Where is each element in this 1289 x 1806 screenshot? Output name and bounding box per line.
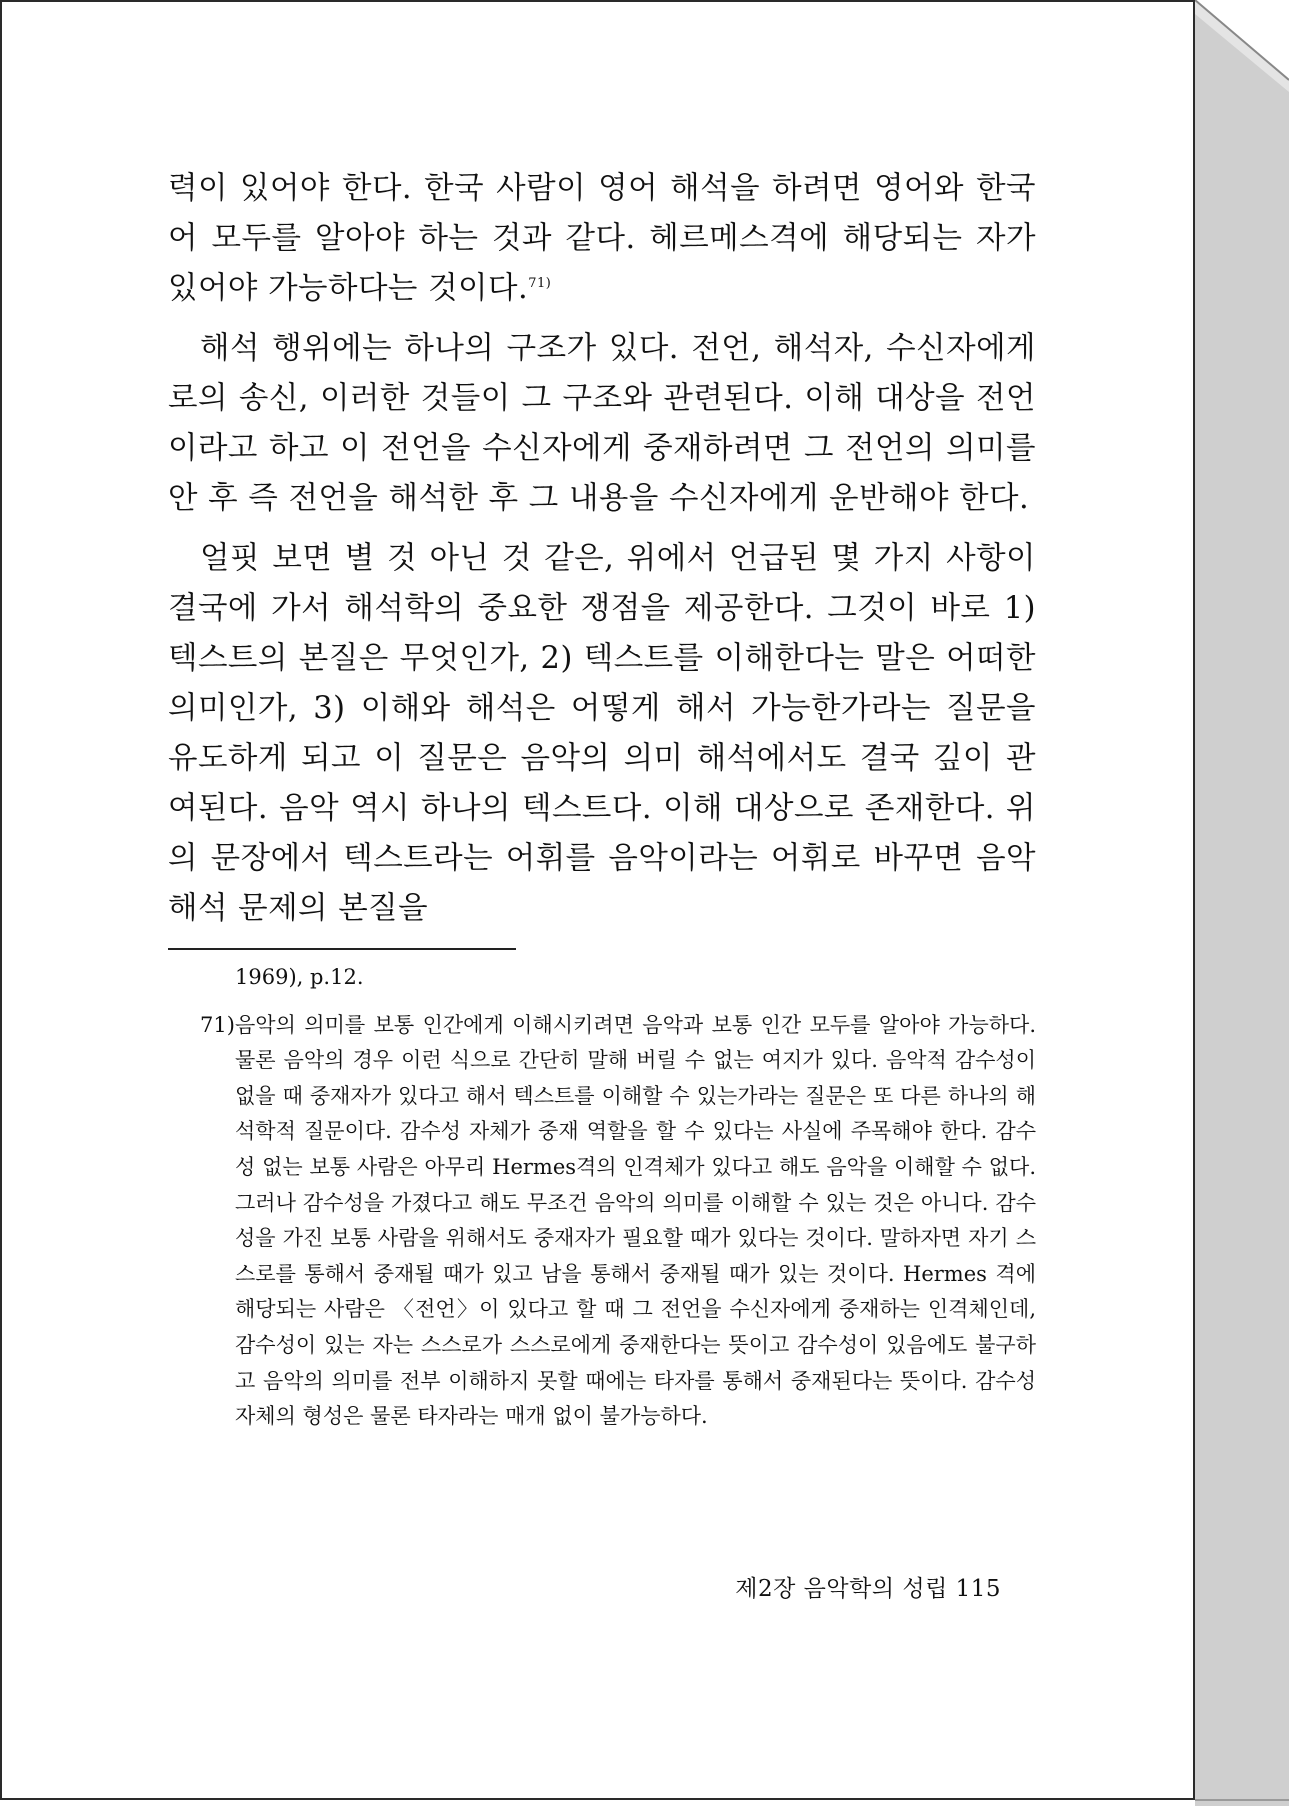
- footnote-divider: [168, 948, 516, 950]
- footnote-text: 음악의 의미를 보통 인간에게 이해시키려면 음악과 보통 인간 모두를 알아야 가능하다. 물론 음악의 경우 이런 식으로 간단히 말해 버릴 수 없는 여지가 있다. 음악적 감수성이 없을 때 중재자가 있다고 해서 텍스트를 이해할 수 있는가라는 질문은 또 다른 하나의 해석학적 질문이다. 감수성 자체가 중재 역할을 할 수 있다는 사실에 주목해야 한다. 감수성 없는 보통 사람은 아무리 Hermes격의 인격체가 있다고 해도 음악을 이해할 수 없다. 그러나 감수성을 가졌다고 해도 무조건 음악의 의미를 이해할 수 있는 것은 아니다. 감수성을 가진 보통 사람을 위해서도 중재자가 필요할 때가 있다는 것이다. 말하자면 자기 스스로를 통해서 중재될 때가 있고 남을 통해서 중재될 때가 있는 것이다. Hermes 격에 해당되는 사람은 〈전언〉이 있다고 할 때 그 전언을 수신자에게 중재하는 인격체인데, 감수성이 있는 자는 스스로가 스스로에게 중재한다는 뜻이고 감수성이 있음에도 불구하고 음악의 의미를 전부 이해하지 못할 때에는 타자를 통해서 중재된다는 뜻이다. 감수성 자체의 형성은 물론 타자라는 매개 없이 불가능하다.: [235, 1012, 1036, 1429]
- chapter-title: 제2장 음악학의 성립: [735, 1576, 948, 1602]
- paragraph-3: 얼핏 보면 별 것 아닌 것 같은, 위에서 언급된 몇 가지 사항이 결국에 가서 해석학의 중요한 쟁점을 제공한다. 그것이 바로 1) 텍스트의 본질은 무엇인가, 2) 텍스트를 이해한다는 말은 어떠한 의미인가, 3) 이해와 해석은 어떻게 해서 가능한가라는 질문을 유도하게 되고 이 질문은 음악의 의미 해석에서도 결국 깊이 관여된다. 음악 역시 하나의 텍스트다. 이해 대상으로 존재한다. 위의 문장에서 텍스트라는 어휘를 음악이라는 어휘로 바꾸면 음악해석 문제의 본질을: [168, 541, 1036, 926]
- footnote-number: 71): [200, 1012, 235, 1037]
- body-text: [168, 164, 1036, 944]
- paragraph-1-text: 력이 있어야 한다. 한국 사람이 영어 해석을 하려면 영어와 한국어 모두를 알아야 하는 것과 같다. 헤르메스격에 해당되는 자가 있어야 가능하다는 것이다.: [168, 171, 1036, 306]
- page-number: 115: [955, 1576, 1001, 1602]
- footnote-71: [168, 1008, 1036, 1435]
- paragraph-1: [168, 164, 1036, 314]
- footnote-continuation: 1969), p.12.: [235, 965, 364, 989]
- footnotes: [168, 960, 1036, 1435]
- running-footer: [735, 1570, 1001, 1603]
- paragraph-2: 해석 행위에는 하나의 구조가 있다. 전언, 해석자, 수신자에게로의 송신, 이러한 것들이 그 구조와 관련된다. 이해 대상을 전언이라고 하고 이 전언을 수신자에게 중재하려면 그 전언의 의미를 안 후 즉 전언을 해석한 후 그 내용을 수신자에게 운반해야 한다.: [168, 331, 1036, 516]
- footnote-reference-71: 71): [528, 275, 552, 291]
